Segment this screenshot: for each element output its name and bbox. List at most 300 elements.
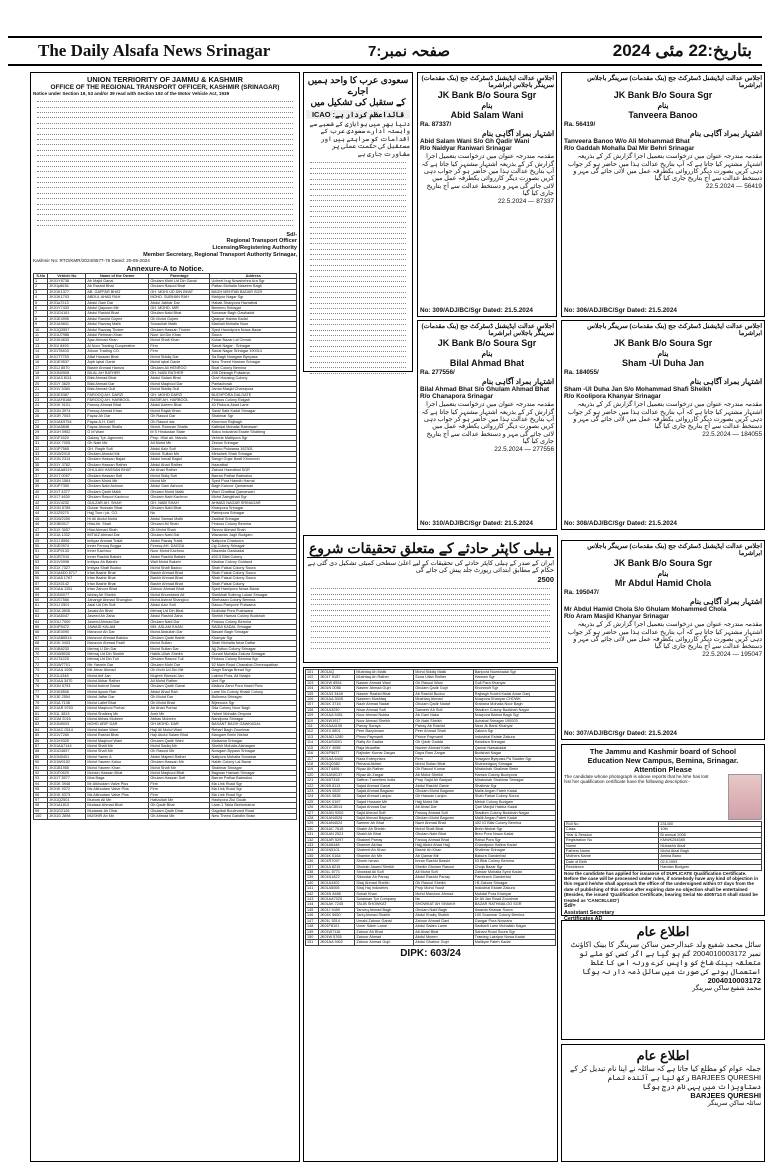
table-cell: Firm bbox=[149, 792, 210, 797]
elan2-body: جملہ عوام کو مطلع کیا جاتا ہے کہ سائلہ نے اپنا نام تبدیل کر کے BARJEES QURESHI رکھ لیا ہے آئندہ تمام دستاویزات میں یہی نام درج ہوگا bbox=[569, 1064, 761, 1091]
table-cell: Firdous Colony Bemina Sgr bbox=[210, 657, 297, 662]
notice-addr1: Bilal Ahmad Bhat S/o Ghulam Ahmad Bhat bbox=[420, 385, 550, 393]
table-cell: JK01E4995 bbox=[48, 316, 86, 321]
table-cell: 71 bbox=[34, 657, 48, 662]
table-cell: Mohd Maqbool Wani bbox=[86, 738, 149, 743]
table-cell: Shallmar Sgr bbox=[210, 414, 297, 419]
table-cell: Sheikh Hamza Colony Budshah bbox=[210, 614, 297, 619]
table-cell: JK01Q2501 bbox=[48, 798, 86, 803]
table-cell: JAWAID KALAM bbox=[86, 625, 149, 630]
table-cell: JK01J 8556 bbox=[48, 538, 86, 543]
rto-notice-text bbox=[33, 97, 297, 232]
table-cell: 131 bbox=[306, 832, 319, 837]
table-cell: Zadibal Srinagar bbox=[210, 516, 297, 521]
table-cell: Noor Ud Din Khan bbox=[149, 333, 210, 338]
table-cell: 402 IG Bilal Colony Bemina bbox=[473, 821, 555, 826]
table-cell: Altaf Hussain Bhat bbox=[86, 354, 149, 359]
table-cell: Mohd Abdullah Dar bbox=[149, 630, 210, 635]
board-title-1: The Jammu and Kashmir board of School bbox=[589, 747, 737, 756]
table-cell: Bashir Ahmad Bhat bbox=[149, 581, 210, 586]
table-cell: JK01V4232 bbox=[48, 500, 86, 505]
table-cell: Ghulam Qadir Nadaf bbox=[414, 702, 474, 707]
table-cell: JK01p8636 bbox=[48, 284, 86, 289]
table-cell: 109 bbox=[306, 713, 319, 718]
table-cell: JK01T4225 bbox=[48, 657, 86, 662]
table-cell: Farooq Ahmad Sofi bbox=[414, 810, 474, 815]
table-cell: IMTIAZ Ahmad Dar bbox=[86, 533, 149, 538]
table-cell: Abdul Qayoom Mir bbox=[86, 306, 149, 311]
table-cell: Bashir Ahmad Bhat bbox=[149, 576, 210, 581]
table-cell: JK01AB6514 bbox=[48, 635, 86, 640]
table-cell: JK01E5387 bbox=[48, 392, 86, 397]
table-cell: Mudassir Ah Dhar bbox=[86, 808, 149, 813]
table-cell: Parray Soraya bbox=[355, 724, 414, 729]
notice-ra: Ra. 277556/ bbox=[420, 368, 455, 376]
table-cell: JK01AN 9200 bbox=[318, 810, 354, 815]
court-notice-bilal: اجلاس عدالت ایڈیشنل ڈسٹرکٹ جج (بنک مقدمات) سرینگر باجلاس ابراشرما JK Bank B/o Soura Sgr بنام Bilal Ahmad Bhat Ra. 277556/ اشتہار بمراد آگاہی بنام Bilal Ahmad Bhat S/o Ghulam Ahmad Bhat R/o Chanapora Srinagar مقدمہ مندرجہ عنوان میں درخواست بتعمیل اجرا گزارش کر کے بذریعہ اشتہار مشتہر کیا جاتا ہے کہ آپ بتاریخ عدالت ہذا میں حاضر ہو کر جواب دہی کریں بصورت دیگر کارروائی یکطرفہ عمل میں لائی جائے گی مہر و دستخط عدالت سے آج بتاریخ جاری کیا گیا 277556 — 22.5.2024 No: 310/ADJ/BC/Sgr Dated: 21.5.2024 bbox=[417, 320, 557, 530]
table-cell: 58 bbox=[34, 587, 48, 592]
table-cell: Inner Ferooq Bogga bbox=[86, 543, 149, 548]
elan1-title: اطلاع عام bbox=[636, 924, 690, 939]
table-cell: 141 bbox=[306, 886, 319, 891]
table-cell: 10th bbox=[659, 827, 762, 832]
table-cell: 72 bbox=[34, 662, 48, 667]
table-cell: Ghulam Nabi Bagh bbox=[414, 907, 474, 912]
table-cell: Date of Birth bbox=[565, 859, 659, 864]
table-cell: JK01Q3557 bbox=[48, 327, 86, 332]
table-cell: Gh Rasool Sheikh bbox=[414, 880, 474, 885]
table-cell: JK01J 9459 bbox=[318, 907, 354, 912]
table-cell: JK01AN4024 bbox=[318, 821, 354, 826]
table-cell: Awarda Khawar Soura bbox=[473, 907, 555, 912]
table-cell: MOHD ARIF DAR bbox=[86, 722, 149, 727]
table-cell: 91 bbox=[34, 765, 48, 770]
table-cell: JK01W1917 bbox=[318, 718, 354, 723]
table-cell: JK01G4697 bbox=[48, 749, 86, 754]
table-cell: Aqib Iqbal Ganie bbox=[86, 360, 149, 365]
table-cell: JK01X 7005 bbox=[48, 441, 86, 446]
table-cell: Gh Mohd Shah bbox=[149, 527, 210, 532]
table-cell: Hilal Ah. Shah bbox=[86, 522, 149, 527]
table-cell: MH. ASLAM KHAN bbox=[149, 625, 210, 630]
table-cell: 19 bbox=[34, 376, 48, 381]
table-cell: Prince Paymanti bbox=[414, 734, 474, 739]
table-cell: 25 bbox=[34, 408, 48, 413]
table-cell: 21 bbox=[34, 387, 48, 392]
table-cell: JK01V0098 bbox=[48, 560, 86, 565]
table-cell: 140 bbox=[306, 880, 319, 885]
table-cell: Mallora Zand Pora Hazel Pora bbox=[210, 684, 297, 689]
table-cell: Mohd. Sultan Mir bbox=[149, 452, 210, 457]
table-cell: 38 bbox=[34, 479, 48, 484]
table-cell: Hajj Abdul Ahad Hajj bbox=[414, 843, 474, 848]
table-cell: 75 bbox=[34, 679, 48, 684]
table-cell: Irfan Bashir Bhat bbox=[86, 576, 149, 581]
table-cell: JK01A9841 bbox=[48, 322, 86, 327]
table-cell: 64 bbox=[34, 619, 48, 624]
table-cell: 50 bbox=[34, 543, 48, 548]
table-cell: Shakil Ah Bhat bbox=[355, 832, 414, 837]
table-cell: 112 bbox=[306, 729, 319, 734]
table-cell: JK01K 5650 bbox=[318, 913, 354, 918]
table-cell: JK01E0974 bbox=[48, 543, 86, 548]
table-cell: 84 bbox=[34, 727, 48, 732]
table-cell: Natipora Chadoora bbox=[210, 538, 297, 543]
table-cell: Riyaz Ah Rather bbox=[355, 767, 414, 772]
table-cell: Ab Qamar Mir bbox=[414, 853, 474, 858]
table-cell: 136 bbox=[306, 859, 319, 864]
table-cell: JK01G 2898 bbox=[48, 814, 86, 819]
table-cell: JK01J 2501 bbox=[48, 603, 86, 608]
table-cell: JK01N0401 bbox=[48, 754, 86, 759]
table-cell: 40 Firdous Abad Lane bbox=[210, 403, 297, 408]
table-cell: JK01W8026 bbox=[48, 652, 86, 657]
notice-bank: JK Bank B/o Soura Sgr bbox=[437, 89, 537, 100]
table-cell: JK01A6047 bbox=[48, 614, 86, 619]
table-cell: JK01AA 1006 bbox=[48, 668, 86, 673]
table-cell: 89 bbox=[34, 754, 48, 759]
table-cell: Ghulam Qadir Bable bbox=[149, 635, 210, 640]
table-cell: 121 bbox=[306, 778, 319, 783]
table-cell: 17 bbox=[34, 365, 48, 370]
table-cell: JK01AA 9402 bbox=[318, 940, 354, 945]
table-cell: 69 bbox=[34, 646, 48, 651]
table-cell: 142 bbox=[306, 891, 319, 896]
table-cell: 9 bbox=[34, 322, 48, 327]
table-cell: Ghulam Qadir Malik bbox=[86, 489, 149, 494]
notice-body: مقدمہ مندرجہ عنوان میں درخواست بتعمیل اجرا گزارش کر کے بذریعہ اشتہار مشتہر کیا جاتا ہے کہ آپ بتاریخ عدالت ہذا میں حاضر ہو کر جواب دہی کریں بصورت دیگر کارروائی یکطرفہ عمل میں لائی جائے گی مہر و دستخط عدالت سے آج بتاریخ جاری کیا گیا bbox=[567, 401, 762, 431]
table-cell: Mohd Siddiq Dar bbox=[149, 354, 210, 359]
table-cell: Mushtaq Ah Rather bbox=[355, 675, 414, 680]
table-cell: JK01W7116 bbox=[318, 929, 354, 934]
table-cell: JK01AN 2521 bbox=[318, 832, 354, 837]
table-cell: Lig Colony Srinagar bbox=[210, 543, 297, 548]
table-cell: 145 bbox=[306, 907, 319, 912]
table-cell: 47 bbox=[34, 527, 48, 532]
table-cell: Gulzar Hussain Bhat bbox=[86, 506, 149, 511]
table-cell: Mujeeb Ramzzi Jan bbox=[149, 673, 210, 678]
table-cell: JK01K 0167 bbox=[318, 799, 354, 804]
table-header-cell: Address bbox=[210, 273, 297, 278]
table-cell: 80 bbox=[34, 706, 48, 711]
table-cell: Umer Saleh Lame bbox=[355, 924, 414, 929]
table-cell: Ab Ahad Porhai bbox=[149, 706, 210, 711]
table-cell: JK01T 4377 bbox=[48, 489, 86, 494]
table-cell: Shah Faisal Colony bbox=[210, 581, 297, 586]
table-cell: JK01N 1564 bbox=[48, 479, 86, 484]
table-cell: Mir Yasmin Dar bbox=[86, 662, 149, 667]
table-cell: 498 Dinbagh Pulwama bbox=[210, 370, 297, 375]
table-cell: Nowgam Byepass Pa Sadder Sgr bbox=[473, 756, 555, 761]
table-cell: Tarzoo Ahmad Shah bbox=[210, 527, 297, 532]
table-cell: Fayaz Ahmad Shalla bbox=[86, 424, 149, 429]
table-cell: Zahoor Ah Bhat bbox=[355, 929, 414, 934]
notice-banam: بنام bbox=[481, 100, 493, 110]
table-cell: Ferooq AH. DAGGA bbox=[149, 543, 210, 548]
table-cell: Mohd Shafi Khan bbox=[149, 338, 210, 343]
table-cell: Mohd Shafi Mir bbox=[86, 749, 149, 754]
table-cell: JK01F1620 bbox=[48, 435, 86, 440]
notice-number: No: 310/ADJ/BC/Sgr Dated: 21.5.2024 bbox=[420, 519, 533, 527]
table-cell: Mahjoor Nagar Sgr bbox=[210, 295, 297, 300]
table-cell: M S Hindustan State bbox=[149, 430, 210, 435]
table-cell: Firm bbox=[149, 781, 210, 786]
table-cell: 7 bbox=[34, 311, 48, 316]
newspaper-title: The Daily Alsafa News Srinagar bbox=[38, 41, 271, 60]
table-cell: JK01A5006 bbox=[318, 886, 354, 891]
table-cell: Firm bbox=[149, 349, 210, 354]
table-cell: Mothers Name bbox=[565, 854, 659, 859]
table-cell: MOHD. SUBHAN RAH bbox=[149, 295, 210, 300]
table-cell: JK01K8506 bbox=[48, 689, 86, 694]
notice-name: Bilal Ahmad Bhat bbox=[449, 357, 525, 368]
notice-amount: 87337 bbox=[536, 197, 554, 205]
rto-vehicle-table-continued bbox=[303, 667, 558, 1162]
table-cell: Abdul Rashid Zaha bbox=[149, 614, 210, 619]
table-cell: Mirakshah Shalimar Brein bbox=[473, 767, 555, 772]
table-cell: Ghulam Ali HENROO bbox=[149, 365, 210, 370]
table-cell: JK01N5101 bbox=[318, 848, 354, 853]
table-cell: GULZAR AH. SHAH bbox=[86, 500, 149, 505]
table-cell: Mir Abrar Ahmad bbox=[86, 668, 149, 673]
table-cell: Abdul Khaliq Shaikh bbox=[414, 913, 474, 918]
table-cell: 49 bbox=[34, 538, 48, 543]
table-cell: MUSHIR Ah Mir bbox=[86, 814, 149, 819]
table-cell: Sonaullah Malik bbox=[149, 322, 210, 327]
table-cell: Hazratbal bbox=[210, 462, 297, 467]
table-cell: 65 bbox=[34, 625, 48, 630]
table-cell: Imtiyaz Ah Bakshi bbox=[86, 560, 149, 565]
table-cell: Mohd Sidiq Sofi bbox=[149, 473, 210, 478]
table-cell: Raja Muzaffar bbox=[355, 745, 414, 750]
elan1-body: سائل محمد شفیع ولد عبدالرحمن ساکن سرینگر کا بینک اکاؤنٹ نمبر 2004010003172 گم ہو گیا ہے اگر کسی کو ملے تو متعلقہ بینک شاخ کو واپس کرے ورنہ اس کا غلط استعمال ہونے کی صورت میں سائل ذمہ دار نہ ہوگا bbox=[570, 940, 761, 976]
table-cell: AHMAD NAGAR SRINAGAR bbox=[210, 500, 297, 505]
table-cell: 99 bbox=[34, 808, 48, 813]
table-cell: Mohd Shafi Badoo bbox=[149, 565, 210, 570]
table-cell: ABDUL AHAD RAH bbox=[86, 295, 149, 300]
table-cell: Inner Kachroo bbox=[86, 549, 149, 554]
table-row bbox=[306, 940, 556, 945]
table-cell: Gull Para Khanyar bbox=[473, 680, 555, 685]
table-cell: JK01S7566 bbox=[48, 597, 86, 602]
table-cell: 30 bbox=[34, 435, 48, 440]
table-header-cell: Parentage bbox=[149, 273, 210, 278]
table-cell: Qamar Nawakadal bbox=[473, 745, 555, 750]
table-cell: JK01W0152 bbox=[48, 760, 86, 765]
notice-court: اجلاس عدالت ایڈیشنل ڈسٹرکٹ جج (بنک مقدمات) سرینگر باجلاس ابراشرما bbox=[587, 323, 762, 338]
table-cell: Choja Bazar Sgr bbox=[473, 864, 555, 869]
table-cell: Sheikh Mohalla Aishaqam bbox=[210, 743, 297, 748]
table-cell: Sadkarti Lane Mohallah Nagar bbox=[473, 924, 555, 929]
table-cell: Abdul Rashid Parray bbox=[414, 875, 474, 880]
table-cell: Rahul Pora Sgr bbox=[473, 837, 555, 842]
table-cell: 111 bbox=[306, 724, 319, 729]
table-cell: Malsama Srinagar bbox=[210, 738, 297, 743]
table-cell: Khanyar Sgr bbox=[210, 635, 297, 640]
rto-annexure-title: Annexure-A to Notice. bbox=[126, 263, 204, 273]
table-cell: Hajj Tour / pk. CO. bbox=[86, 511, 149, 516]
table-cell: Sajid Ahmad Bagwan bbox=[355, 815, 414, 820]
table-cell: Roll No bbox=[565, 822, 659, 827]
table-cell: JK01N 5793 bbox=[48, 684, 86, 689]
table-cell: Mohd Maqbool Dar bbox=[149, 381, 210, 386]
table-cell: 73 bbox=[34, 668, 48, 673]
table-cell: 94 bbox=[34, 781, 48, 786]
table-cell: Ghulam Mohd Bagwan bbox=[414, 788, 474, 793]
table-cell: Ali Mohd Rather bbox=[149, 679, 210, 684]
table-cell: Ghulam Nabi Dar bbox=[149, 619, 210, 624]
table-cell: JK01L 3813 bbox=[48, 711, 86, 716]
table-cell: Bren Pora Nowa Kadal bbox=[473, 832, 555, 837]
table-cell: Naseem Mushtaq bbox=[355, 697, 414, 702]
table-cell: Abdul Azeem Bhat bbox=[149, 403, 210, 408]
table-cell: Farooq Ahmad Khan bbox=[86, 408, 149, 413]
icao-article bbox=[303, 72, 413, 372]
table-cell: Ghulam Rasool Bhat bbox=[149, 284, 210, 289]
table-cell: Ma Link Road Sgr bbox=[210, 787, 297, 792]
table-cell: Galaxy Tpt. Agencies bbox=[86, 435, 149, 440]
table-cell: Ghulam Ali Shah bbox=[149, 522, 210, 527]
table-cell: Mohd Iqbal Ganie bbox=[149, 360, 210, 365]
table-cell: Parray Ab Rashid bbox=[414, 724, 474, 729]
table-cell: 76 bbox=[34, 684, 48, 689]
table-cell: Rehana Akhter bbox=[355, 761, 414, 766]
table-cell: 113 bbox=[306, 734, 319, 739]
table-cell: Bakura Ganderbal bbox=[473, 853, 555, 858]
table-cell: Near Jk Bank Khanyar bbox=[473, 724, 555, 729]
table-cell: 13 bbox=[34, 343, 48, 348]
rto-table-part2 bbox=[305, 669, 556, 946]
table-cell: JK01P7390 bbox=[48, 484, 86, 489]
table-cell: Mohd Shafi Mir bbox=[86, 743, 149, 748]
table-cell: JK01R7097 bbox=[318, 859, 354, 864]
table-cell: Zewan Srinagar bbox=[210, 441, 297, 446]
table-cell: JK01B1955 bbox=[48, 765, 86, 770]
table-cell: Jalal Ud Din Sofi bbox=[86, 603, 149, 608]
table-cell: Firm bbox=[149, 343, 210, 348]
table-cell: 147 bbox=[306, 918, 319, 923]
table-cell: GH. Raqib Sufi bbox=[86, 446, 149, 451]
table-cell: Ma Link Road Sgr bbox=[210, 792, 297, 797]
table-cell: 02.5.1993 bbox=[659, 859, 762, 864]
table-cell: JK01L 6771 bbox=[318, 870, 354, 875]
table-cell: Fayaz A.H. DAR bbox=[86, 419, 149, 424]
table-cell: Parimpora Srinagar bbox=[210, 511, 297, 516]
notice-court: اجلاس عدالت ایڈیشنل ڈسٹرکٹ جج (بنک مقدمات) سرینگر باجلاس ابراشرما bbox=[421, 323, 554, 338]
table-cell: Ali Mohd Mir bbox=[149, 441, 210, 446]
notice-court: اجلاس عدالت ایڈیشنل ڈسٹرکٹ جج (بنک مقدمات) سرینگر باجلاس ابراشرما bbox=[587, 75, 762, 90]
table-cell: 151 bbox=[306, 940, 319, 945]
notice-court: اجلاس عدالت ایڈیشنل ڈسٹرکٹ جج (بنک مقدمات) سرینگر باجلاس ابراشرما bbox=[421, 75, 554, 90]
table-cell: 102 bbox=[306, 675, 319, 680]
table-cell: 33 bbox=[34, 452, 48, 457]
table-cell: 103 bbox=[306, 680, 319, 685]
table-cell: Firdous Colony Bemina bbox=[210, 522, 297, 527]
table-cell: Mohd Latief Bhat bbox=[86, 700, 149, 705]
table-cell: Hafizullah Mir bbox=[149, 798, 210, 803]
table-cell: Mohd Arif Jan bbox=[86, 673, 149, 678]
table-cell: 40 bbox=[34, 489, 48, 494]
table-cell: Ghulam Mohd Bagwan bbox=[414, 815, 474, 820]
table-cell: 90 bbox=[34, 760, 48, 765]
table-cell: JK01K 0164 bbox=[318, 853, 354, 858]
table-cell: 59 bbox=[34, 592, 48, 597]
table-cell: Ab Ahad Dar bbox=[414, 805, 474, 810]
table-cell: JK01T 5157 bbox=[318, 675, 354, 680]
table-header-cell: Name of the Owner bbox=[86, 273, 149, 278]
public-notice-2 bbox=[561, 1044, 765, 1162]
table-cell: Mohd Sultan Bhat bbox=[414, 761, 474, 766]
notice-addr2: R/o Koolipora Khanyar Srinagar bbox=[564, 393, 661, 401]
notice-ishtihar: اشتہار بمراد آگاہی بنام bbox=[690, 376, 762, 386]
table-cell: JK01M 2016 bbox=[48, 716, 86, 721]
table-cell: Sajad Ahmad Ganai bbox=[355, 783, 414, 788]
icao-text-lines bbox=[306, 158, 410, 378]
table-cell: Sahani Road Soura Sgr bbox=[473, 929, 555, 934]
table-cell: Sikandar Ah Parray bbox=[355, 875, 414, 880]
table-cell: JK01A4402 bbox=[318, 880, 354, 885]
table-cell: Ghulam Hassan Bajad bbox=[86, 457, 149, 462]
table-cell: Sangri Gojar Basti Khonmoh bbox=[210, 457, 297, 462]
table-cell: Bilal Ahmad Bhat bbox=[86, 376, 149, 381]
table-cell: Sona Ullah Rather bbox=[414, 675, 474, 680]
table-cell: 124 bbox=[306, 794, 319, 799]
table-cell: JK01A8 1767 bbox=[48, 576, 86, 581]
table-cell: Mohd Yamin A bbox=[86, 754, 149, 759]
table-cell: JK01T 3577 bbox=[48, 776, 86, 781]
table-cell: JK01W 8554 bbox=[318, 680, 354, 685]
table-cell: Shalimar Srinagar bbox=[210, 765, 297, 770]
table-cell: Ghulam Rasool Kachroo bbox=[86, 495, 149, 500]
table-cell: Ajaz Ahmad Khan bbox=[86, 338, 149, 343]
rto-notice bbox=[30, 72, 300, 1162]
table-cell: Bi annual 2008 bbox=[659, 832, 762, 837]
table-cell: Bemeeo Srinagar bbox=[210, 306, 297, 311]
table-cell: Mohd Zaingkhad Sgr bbox=[210, 495, 297, 500]
table-cell: Mohd Aslam Wani bbox=[86, 727, 149, 732]
table-cell: Abdul Rashid Bakshi bbox=[149, 554, 210, 559]
table-cell: 88 bbox=[34, 749, 48, 754]
table-cell: 115 bbox=[306, 745, 319, 750]
table-cell: JK01Y7433 bbox=[48, 306, 86, 311]
table-cell: Nazir Ahmad Nadaf bbox=[355, 702, 414, 707]
table-cell: Umi Sgr bbox=[210, 679, 297, 684]
table-cell: Mohd Maqbool Porhai bbox=[86, 706, 149, 711]
table-cell: JK01F8101 bbox=[318, 924, 354, 929]
table-cell: JK01P5677 bbox=[318, 751, 354, 756]
table-cell: JK01AA7144 bbox=[48, 743, 86, 748]
table-cell: Mohd Sultan bbox=[149, 641, 210, 646]
table-cell: Mohd Khursheed Ali bbox=[149, 592, 210, 597]
table-cell: Srabana Mohalla Noor Bagh bbox=[473, 702, 555, 707]
table-cell: Abdul Rehman Khan bbox=[86, 333, 149, 338]
table-cell: Shah Mohalla Near Daftar bbox=[210, 641, 297, 646]
table-cell: Shuhab Jawed Sheikh bbox=[355, 864, 414, 869]
notice-amount: 184055 bbox=[740, 430, 762, 438]
table-cell: Abdul Gani Ashoon bbox=[149, 484, 210, 489]
table-cell: JK01K4633 bbox=[48, 338, 86, 343]
table-cell: Nowgam Bypass Srinagar bbox=[210, 749, 297, 754]
table-cell: Nowpora Baxtar Bagh Sgr bbox=[473, 713, 555, 718]
table-cell: Sanat Nagar Srinagar 190014 bbox=[210, 349, 297, 354]
table-cell: Mohd Sadiq Mir bbox=[149, 743, 210, 748]
table-cell: Lakhor Pora, Ali Masjid bbox=[210, 673, 297, 678]
elan2-title: اطلاع عام bbox=[636, 1048, 690, 1063]
table-cell: 98 bbox=[34, 803, 48, 808]
table-cell: Ghulam Nabi Kachroo bbox=[149, 495, 210, 500]
table-cell: Shalimar Sgr bbox=[473, 783, 555, 788]
table-cell: 81 bbox=[34, 711, 48, 716]
